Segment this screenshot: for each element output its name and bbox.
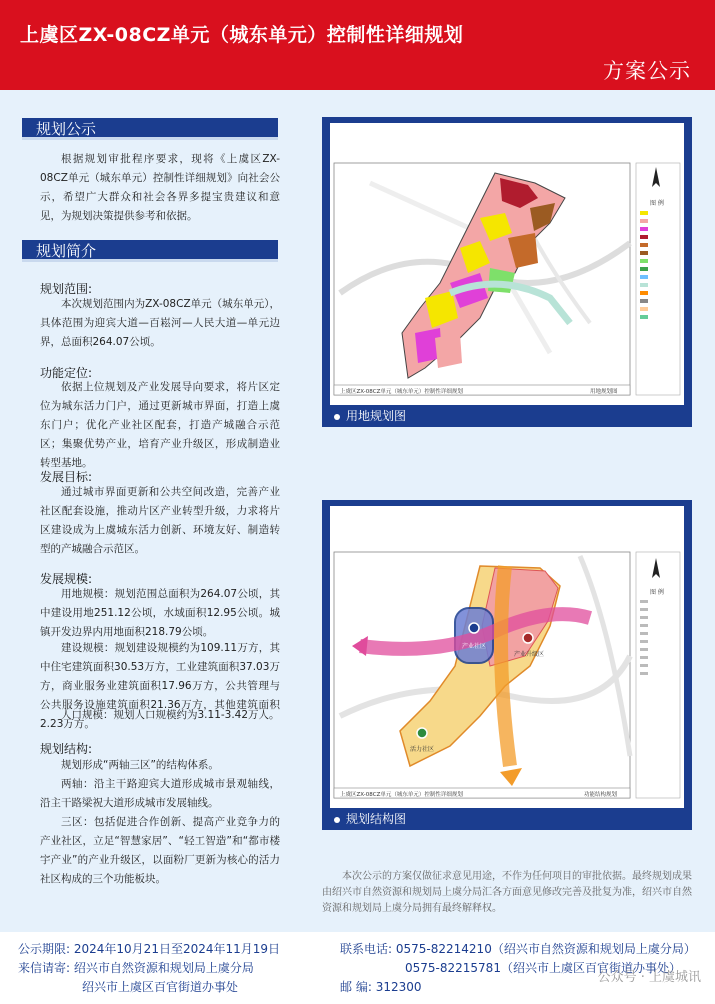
phone-line-1 [340,940,696,957]
position-text: 依据上位规划及产业发展导向要求，将片区定位为城东活力门户，通过更新城市界面，打造上虞东门户；优化产业社区配套，打造产城融合示范区；集聚优势产业，培育产业升级区，形成制造业转型基地。 [40,381,280,469]
land-use-caption-text: 用地规划图 [346,409,407,423]
phone-label: 联系电话: [340,942,393,956]
land-use-plate-name: 用地规划图 [590,389,618,395]
land-use-map-frame [322,117,692,427]
bullet-icon [334,414,340,420]
header-banner [0,0,715,90]
period-line [18,940,280,957]
scale-title: 发展规模: [40,572,93,586]
disclaimer-notice: 本次公示的方案仅做征求意见用途，不作为任何项目的审批依据。最终规划成果由绍兴市自然资源和规划局上虞分局汇各方面意见修改完善及批复为准，绍兴市自然资源和规划局上虞分局拥有最终解释权。 [322,871,692,914]
bullet-icon [334,817,340,823]
letter-line-1 [18,959,254,976]
structure-map [330,506,684,808]
scope-title: 规划范围: [40,282,93,296]
land-use-map [330,123,684,405]
structure-caption [330,808,684,830]
letter-value-1: 绍兴市自然资源和规划局上虞分局 [73,961,254,975]
vitality-community-marker [417,728,427,738]
phone-1: 0575-82214210（绍兴市自然资源和规划局上虞分局） [395,942,696,956]
structure-title: 规划结构: [40,742,93,756]
post-value: 312300 [375,980,422,994]
structure-plate-title: 上虞区ZX-08CZ单元（城东单元）控制性详细规划 [340,792,463,798]
post-label: 邮 编: [340,980,372,994]
structure-text-3: 三区：包括促进合作创新、提高产业竞争力的产业社区，立足“智慧家居”、“轻工智造”和“都市楼宇产业”的产业升级区，以面粉厂更新为核心的活力社区构成的三个功能板块。 [40,816,280,885]
period-value: 2024年10月21日至2024年11月19日 [73,942,281,956]
position-title: 功能定位: [40,366,93,380]
label-industry-community: 产业社区 [462,643,487,650]
page-subtitle: 方案公示 [603,59,691,83]
scale-text-3: 人口规模：规划人口规模约为3.11-3.42万人。 [61,709,280,721]
goal-title: 发展目标: [40,470,93,484]
land-use-caption [330,405,684,427]
period-label: 公示期限: [18,942,71,956]
phone-2: 0575-82215781（绍兴市上虞区百官街道办事处） [405,961,681,975]
structure-map-frame [322,500,692,830]
land-use-map-graphic [330,123,684,405]
section-notice-title: 规划公示 [22,118,278,140]
label-vitality-community: 活力社区 [410,746,435,753]
land-use-legend-title: 图 例 [650,200,664,207]
structure-legend-title: 图 例 [650,589,664,596]
scope-text: 本次规划范围内为ZX-08CZ单元（城东单元），具体范围为迎宾大道—百崧河—人民大道—单元边界，总面积264.07公顷。 [40,298,280,348]
structure-text-1: 规划形成“两轴三区”的结构体系。 [61,759,219,771]
scale-text-1: 用地规模：规划范围总面积为264.07公顷，其中建设用地251.12公顷，水域面积12.95公顷。城镇开发边界内用地面积218.79公顷。 [40,588,280,638]
structure-text-2: 两轴：沿主干路迎宾大道形成城市景观轴线，沿主干路梁祝大道形成城市发展轴线。 [40,778,280,809]
watermark: 公众号 · 上虞城讯 [597,970,701,985]
label-upgrade-zone: 产业升级区 [514,651,545,658]
goal-text: 通过城市界面更新和公共空间改造，完善产业社区配套设施，推动片区产业转型升级，力求将片区建设成为上虞城东活力创新、环境友好、制造转型的产城融合示范区。 [40,486,280,555]
land-use-plate-title: 上虞区ZX-08CZ单元（城东单元）控制性详细规划 [340,389,463,395]
industry-community-marker [469,623,479,633]
structure-caption-text: 规划结构图 [346,812,407,826]
structure-map-graphic [330,506,684,808]
letter-value-2: 绍兴市上虞区百官街道办事处 [82,980,239,994]
page-title: 上虞区ZX-08CZ单元（城东单元）控制性详细规划 [20,24,464,46]
scale-text-2: 建设规模：规划建设规模约为109.11万方，其中住宅建筑面积30.53万方，工业建筑面积37.03万方，商业服务业建筑面积17.96万方，公共管理与公共服务设施建筑面积21.36万方，其他建筑面积2.23万方。 [40,642,280,730]
structure-plate-name: 功能结构规划 [584,792,618,798]
notice-text: 根据规划审批程序要求，现将《上虞区ZX-08CZ单元（城东单元）控制性详细规划》向社会公示，希望广大群众和社会各界多提宝贵建议和意见，为规划决策提供参考和依据。 [40,153,280,222]
section-intro-title: 规划简介 [22,240,278,262]
post-line [340,978,422,995]
upgrade-zone-marker [523,633,533,643]
letter-label: 来信请寄: [18,961,71,975]
